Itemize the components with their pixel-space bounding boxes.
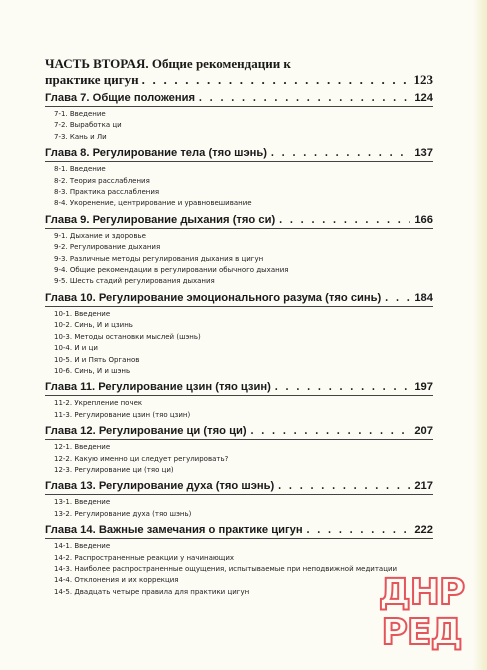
section-item: 7-3. Кань и Ли: [54, 132, 107, 141]
divider: [45, 161, 433, 162]
chapter-page-number: 207: [414, 425, 433, 438]
chapter-entry: [45, 291, 433, 377]
section-item: 8-1. Введение: [54, 165, 106, 174]
part-title-line1: ЧАСТЬ ВТОРАЯ. Общие рекомендации к: [45, 56, 291, 71]
chapter-entry: [45, 380, 433, 421]
chapter-entry: [45, 479, 433, 520]
chapter-title: Глава 11. Регулирование цзин (тяо цзин): [45, 381, 271, 394]
section-item: 10-4. И и ци: [54, 344, 98, 353]
chapter-entry: [45, 213, 433, 288]
section-item: 10-2. Синь, И и цзинь: [54, 321, 133, 330]
divider: [45, 439, 433, 440]
section-item: 14-3. Наиболее распространенные ощущения, испытываемые при неподвижной медитации: [54, 564, 398, 573]
part-heading: [45, 56, 433, 88]
dot-leader: [199, 91, 410, 105]
section-item: 12-3. Регулирование ци (тяо ци): [54, 465, 174, 474]
section-item: 14-2. Распространенные реакции у начинающих: [54, 553, 235, 562]
chapter-page-number: 166: [414, 213, 433, 226]
chapter-title: Глава 7. Общие положения: [45, 92, 195, 104]
divider: [45, 494, 433, 495]
chapter-page-number: 217: [414, 480, 433, 493]
section-item: 9-3. Различные методы регулирования дыхания в цигун: [54, 254, 264, 263]
chapter-title: Глава 14. Важные замечания о практике цигун: [45, 524, 303, 537]
chapter-heading: [45, 424, 433, 438]
section-item: 10-1. Введение: [54, 309, 111, 318]
watermark-line1: ДНР: [378, 571, 465, 613]
chapter-title: Глава 10. Регулирование эмоционального разума (тяо синь): [45, 291, 382, 304]
chapter-heading: [45, 291, 433, 305]
chapter-title: Глава 12. Регулирование ци (тяо ци): [45, 425, 247, 438]
chapter-list: [45, 91, 433, 598]
divider: [45, 538, 433, 539]
chapter-heading: [45, 479, 433, 493]
section-item: 11-3. Регулирование цзин (тяо цзин): [54, 410, 191, 419]
chapter-page-number: 222: [414, 524, 433, 537]
section-item: 9-4. Общие рекомендации в регулировании обычного дыхания: [54, 266, 289, 275]
chapter-title: Глава 8. Регулирование тела (тяо шэнь): [45, 147, 267, 160]
chapter-page-number: 124: [414, 92, 433, 104]
section-item: 9-1. Дыхание и здоровье: [54, 231, 146, 240]
dot-leader: [251, 424, 411, 438]
section-item: 14-1. Введение: [54, 542, 111, 551]
chapter-page-number: 184: [414, 291, 433, 304]
chapter-entry: [45, 424, 433, 476]
divider: [45, 306, 433, 307]
dot-leader: [271, 146, 410, 160]
section-item: 9-5. Шесть стадий регулирования дыхания: [54, 277, 215, 286]
part-title-line2: практике цигун: [45, 72, 139, 87]
watermark-logo: [372, 569, 471, 656]
dot-leader: [307, 523, 411, 537]
chapter-heading: [45, 91, 433, 105]
chapter-heading: [45, 146, 433, 160]
section-item: 11-2. Укрепление почек: [54, 399, 143, 408]
chapter-title: Глава 9. Регулирование дыхания (тяо си): [45, 213, 276, 226]
page-edge: [473, 0, 487, 670]
section-item: 10-5. И и Пять Органов: [54, 355, 140, 364]
dot-leader: [278, 479, 410, 493]
table-of-contents: [45, 56, 433, 598]
section-item: 8-4. Укоренение, центрирование и уравновешивание: [54, 199, 252, 208]
section-item: 10-6. Синь, И и шэнь: [54, 366, 131, 375]
section-item: 13-2. Регулирование духа (тяо шэнь): [54, 509, 192, 518]
section-item: 13-1. Введение: [54, 498, 111, 507]
divider: [45, 228, 433, 229]
dot-leader: [275, 380, 410, 394]
section-item: 12-1. Введение: [54, 443, 111, 452]
chapter-page-number: 137: [414, 147, 433, 160]
section-item: 10-3. Методы остановки мыслей (шэнь): [54, 332, 201, 341]
watermark-line2: РЕД: [381, 611, 462, 653]
section-item: 9-2. Регулирование дыхания: [54, 243, 161, 252]
dot-leader: [385, 291, 410, 305]
chapter-entry: [45, 91, 433, 143]
part-page-number: 123: [413, 72, 433, 87]
divider: [45, 395, 433, 396]
section-item: 8-2. Теория расслабления: [54, 176, 150, 185]
chapter-page-number: 197: [414, 381, 433, 394]
chapter-entry: [45, 146, 433, 210]
divider: [45, 106, 433, 107]
dot-leader: [142, 72, 411, 88]
section-item: 7-2. Выработка ци: [54, 121, 122, 130]
section-item: 14-4. Отклонения и их коррекция: [54, 576, 179, 585]
dot-leader: [279, 213, 410, 227]
chapter-heading: [45, 213, 433, 227]
chapter-heading: [45, 380, 433, 394]
section-item: 7-1. Введение: [54, 110, 106, 118]
chapter-heading: [45, 523, 433, 537]
chapter-title: Глава 13. Регулирование духа (тяо шэнь): [45, 480, 275, 493]
section-item: 14-5. Двадцать четыре правила для практики цигун: [54, 587, 250, 596]
section-item: 8-3. Практика расслабления: [54, 188, 160, 197]
section-item: 12-2. Какую именно ци следует регулировать?: [54, 454, 229, 463]
